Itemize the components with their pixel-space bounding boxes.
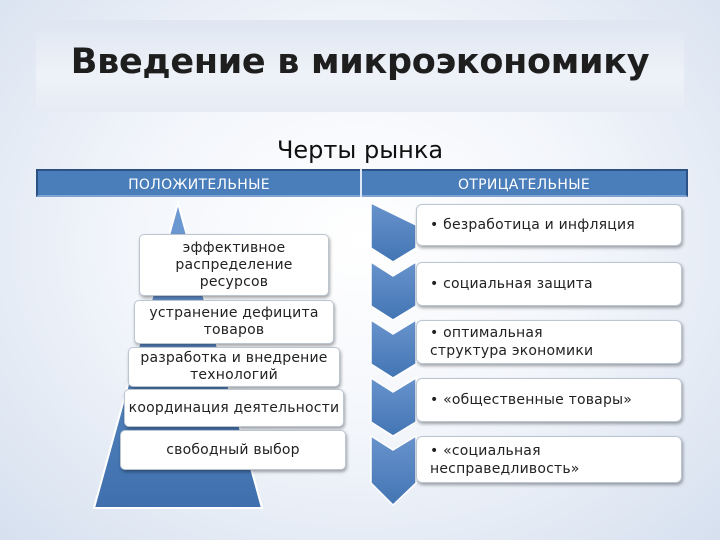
negative-item-2 [416, 262, 682, 306]
positive-item-3-text: разработка и внедрение технологий [140, 350, 328, 383]
positive-item-2-text: устранение дефицита товаров [149, 305, 319, 338]
positive-item-5 [120, 430, 346, 470]
negative-item-2-text: • социальная защита [430, 276, 593, 292]
positive-item-3 [128, 347, 340, 387]
positive-item-2 [134, 300, 334, 344]
chevron-4 [371, 378, 416, 436]
positive-item-5-text: свободный выбор [166, 441, 300, 458]
slide-title: Введение в микроэкономику [70, 42, 650, 82]
chevron-column [371, 203, 416, 505]
positive-item-1-text: эффективное распределение ресурсов [175, 239, 293, 290]
positive-item-1 [139, 234, 329, 296]
negative-item-4-text: • «общественные товары» [430, 392, 633, 408]
positive-item-4 [124, 389, 344, 427]
negative-item-3 [416, 320, 682, 364]
chevron-1 [371, 203, 416, 262]
slide-subtitle: Черты рынка [276, 136, 444, 164]
positive-item-4-text: координация деятельности [128, 399, 340, 416]
chevron-2 [371, 262, 416, 320]
negative-item-1 [416, 204, 682, 246]
chevron-3 [371, 320, 416, 378]
chevron-5 [371, 436, 416, 505]
negative-item-4 [416, 378, 682, 422]
negative-item-5-text: • «социальная несправедливость» [430, 442, 580, 477]
positive-column-header: ПОЛОЖИТЕЛЬНЫЕ [36, 169, 360, 197]
negative-item-3-text: • оптимальная структура экономики [430, 325, 594, 359]
negative-column-header: ОТРИЦАТЕЛЬНЫЕ [362, 169, 688, 197]
negative-item-1-text: • безработица и инфляция [430, 217, 635, 233]
negative-item-5 [416, 436, 682, 483]
